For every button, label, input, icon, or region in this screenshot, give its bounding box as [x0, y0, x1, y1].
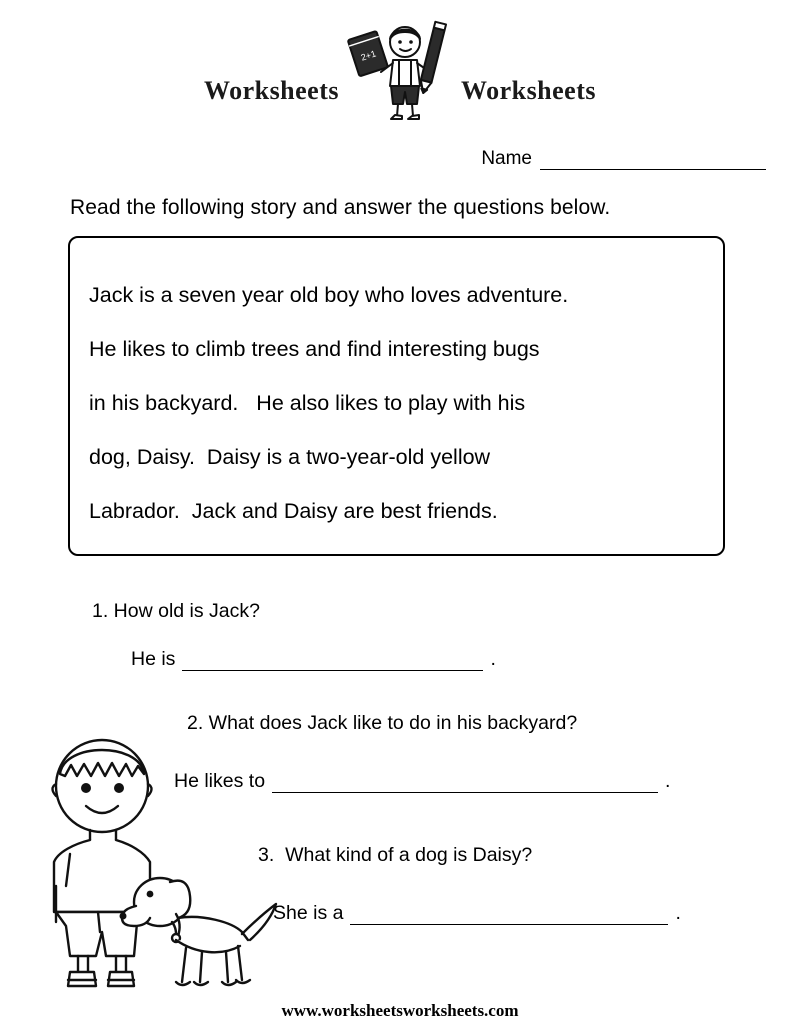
answer-prefix: He likes to — [174, 770, 266, 792]
answer-period: . — [675, 902, 681, 924]
answer-prefix: She is a — [273, 902, 344, 924]
answer-period: . — [665, 770, 671, 792]
name-field[interactable] — [481, 148, 766, 170]
answer-blank-1[interactable] — [182, 652, 483, 671]
question-1-answer-row — [131, 648, 496, 671]
question-3-label: 3. What kind of a dog is Daisy? — [258, 844, 533, 866]
story-line: He likes to climb trees and find interesting bugs — [89, 337, 540, 361]
story-line: dog, Daisy. Daisy is a two-year-old yellow — [89, 445, 491, 469]
answer-blank-2[interactable] — [272, 774, 658, 793]
answer-blank-3[interactable] — [350, 906, 668, 925]
question-1-text — [92, 600, 260, 623]
story-line: Labrador. Jack and Daisy are best friends. — [89, 499, 498, 523]
logo-word-right: Worksheets — [461, 76, 596, 105]
answer-prefix: He is — [131, 648, 176, 670]
story-line: Jack is a seven year old boy who loves adventure. — [89, 283, 569, 307]
svg-text:2+1: 2+1 — [359, 48, 378, 63]
name-label: Name — [481, 148, 532, 169]
footer-url: www.worksheetsworksheets.com — [281, 1001, 519, 1020]
story-line: in his backyard. He also likes to play with his — [89, 391, 526, 415]
instruction-text: Read the following story and answer the questions below. — [70, 196, 611, 219]
boy-with-dog-illustration — [26, 726, 291, 991]
answer-period: . — [490, 648, 496, 670]
question-2-label: 2. What does Jack like to do in his backyard? — [187, 712, 578, 734]
name-input-blank[interactable] — [540, 149, 766, 170]
site-logo — [0, 14, 800, 124]
logo-word-left: Worksheets — [204, 76, 339, 105]
boy-with-book-and-pencil-icon — [345, 20, 455, 124]
question-3-answer-row — [273, 902, 681, 925]
question-1-label: 1. How old is Jack? — [92, 600, 260, 622]
story-box — [68, 236, 725, 556]
question-3-text — [258, 844, 532, 867]
